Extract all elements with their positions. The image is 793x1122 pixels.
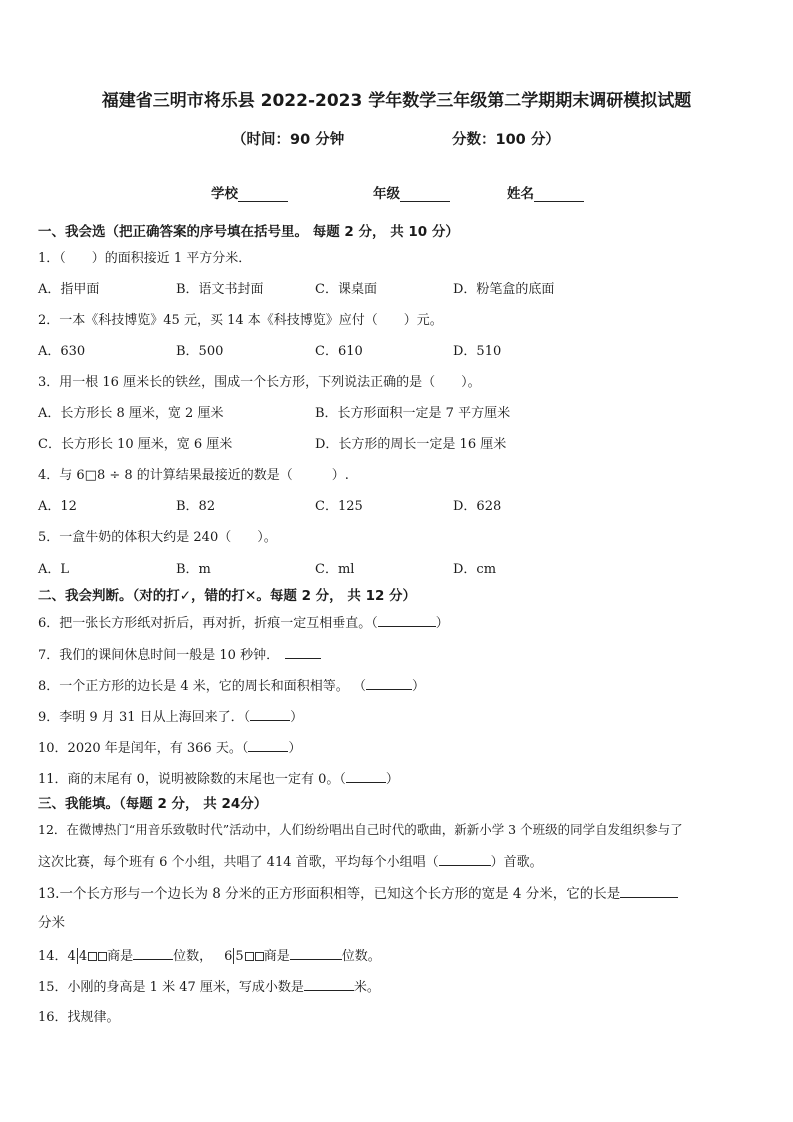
question-5: 5．一盒牛奶的体积大约是 240（ ）。	[38, 530, 277, 545]
exam-title: 福建省三明市将乐县 2022-2023 学年数学三年级第二学期期末调研模拟试题	[101, 91, 692, 111]
question-12-line-2	[38, 852, 543, 872]
q7-answer-blank[interactable]	[285, 645, 321, 659]
q8-text: 8．一个正方形的边长是 4 米，它的周长和面积相等。 （	[38, 679, 366, 694]
q15-end: 米。	[353, 980, 380, 995]
q11-close: ）	[385, 772, 399, 787]
q5-option-b[interactable]: B．m	[176, 562, 211, 577]
question-13-line-1	[38, 884, 678, 903]
q3-option-d[interactable]: D．长方形的周长一定是 16 厘米	[315, 437, 507, 452]
q2-option-c[interactable]: C．610	[315, 344, 363, 359]
q1-option-b[interactable]: B．语文书封面	[176, 282, 264, 297]
q2-option-b[interactable]: B．500	[176, 344, 224, 359]
question-2: 2．一本《科技博览》45 元，买 14 本《科技博览》应付（ ）元。	[38, 313, 443, 328]
q10-close: ）	[288, 741, 302, 756]
grade-blank[interactable]	[400, 187, 450, 202]
q9-answer-blank[interactable]	[250, 707, 290, 721]
q6-answer-blank[interactable]	[378, 613, 436, 627]
q8-close: ）	[411, 679, 425, 694]
question-1: 1．（ ）的面积接近 1 平方分米．	[38, 251, 252, 266]
exam-meta	[0, 128, 793, 148]
q5-option-c[interactable]: C．ml	[315, 562, 355, 577]
q12-text: 这次比赛，每个班有 6 个小组，共唱了 414 首歌，平均每个小组唱（	[38, 855, 439, 870]
section-2-heading: 二、我会判断。（对的打✓，错的打✕。每题 2 分， 共 12 分）	[38, 588, 417, 604]
question-13-line-2: 分米	[38, 915, 65, 931]
q11-text: 11．商的末尾有 0，说明被除数的末尾也一定有 0。（	[38, 772, 346, 787]
grade-field[interactable]	[373, 182, 450, 202]
question-15	[38, 977, 380, 997]
q3-option-c[interactable]: C．长方形长 10 厘米，宽 6 厘米	[38, 437, 233, 452]
digit-box-icon	[87, 948, 107, 966]
digit-box-icon	[244, 948, 264, 966]
question-12-line-1: 12．在微博热门“用音乐致敬时代”活动中，人们纷纷唱出自己时代的歌曲，新新小学 3 个班级的同学自发组织参与了	[38, 822, 683, 837]
q5-option-a[interactable]: A．L	[38, 562, 70, 577]
question-9	[38, 707, 303, 727]
q1-option-d[interactable]: D．粉笔盒的底面	[453, 282, 555, 297]
question-7	[38, 645, 321, 665]
q1-option-c[interactable]: C．课桌面	[315, 282, 377, 297]
question-11	[38, 769, 399, 789]
q6-close: ）	[435, 616, 449, 631]
section-1-heading: 一、我会选（把正确答案的序号填在括号里。 每题 2 分， 共 10 分）	[38, 224, 459, 240]
q2-option-d[interactable]: D．510	[453, 344, 502, 359]
q3-option-b[interactable]: B．长方形面积一定是 7 平方厘米	[315, 406, 511, 421]
question-8	[38, 676, 425, 696]
name-field[interactable]	[507, 182, 584, 202]
question-6	[38, 613, 449, 633]
q3-option-a[interactable]: A．长方形长 8 厘米，宽 2 厘米	[38, 406, 224, 421]
q13-text: 13.一个长方形与一个边长为 8 分米的正方形面积相等，已知这个长方形的宽是 4 分米，它的长是	[38, 886, 621, 902]
school-label: 学校	[211, 186, 238, 202]
question-10	[38, 738, 301, 758]
q2-option-a[interactable]: A．630	[38, 344, 86, 359]
q10-text: 10．2020 年是闰年，有 366 天。（	[38, 741, 249, 756]
student-info	[0, 182, 793, 202]
q11-answer-blank[interactable]	[346, 769, 386, 783]
exam-time: （时间：90 分钟	[232, 132, 345, 148]
question-16: 16．找规律。	[38, 1010, 120, 1025]
q9-close: ）	[290, 710, 304, 725]
question-4: 4．与 6□8 ÷ 8 的计算结果最接近的数是（ ）.	[38, 468, 349, 483]
q5-option-d[interactable]: D．cm	[453, 562, 497, 577]
q14-a-text: 商是	[107, 949, 134, 964]
q14-b-answer-blank[interactable]	[290, 946, 342, 960]
q4-option-a[interactable]: A．12	[38, 499, 77, 514]
q14-a-answer-blank[interactable]	[133, 946, 173, 960]
q12-close: ）首歌。	[490, 855, 543, 870]
q14-a-prefix: 14．4	[38, 949, 76, 964]
q12-answer-blank[interactable]	[439, 852, 491, 866]
grade-label: 年级	[373, 186, 400, 202]
q14-a-digit: 4	[78, 949, 88, 964]
q6-text: 6．把一张长方形纸对折后，再对折，折痕一定互相垂直。（	[38, 616, 378, 631]
name-label: 姓名	[507, 186, 534, 202]
section-3-heading: 三、我能填。（每题 2 分， 共 24分）	[38, 796, 268, 812]
q14-b-prefix: 6	[224, 949, 233, 964]
school-blank[interactable]	[238, 187, 288, 202]
question-3: 3．用一根 16 厘米长的铁丝，围成一个长方形，下列说法正确的是（ ）。	[38, 375, 481, 390]
exam-score: 分数：100 分）	[452, 132, 560, 148]
q4-option-d[interactable]: D．628	[453, 499, 502, 514]
q9-text: 9．李明 9 月 31 日从上海回来了．（	[38, 710, 251, 725]
q14-b-end: 位数。	[341, 949, 381, 964]
question-14	[38, 946, 381, 966]
q10-answer-blank[interactable]	[248, 738, 288, 752]
q8-answer-blank[interactable]	[366, 676, 412, 690]
q14-a-end: 位数，	[173, 949, 213, 964]
name-blank[interactable]	[534, 187, 584, 202]
q14-b-text: 商是	[263, 949, 290, 964]
q1-option-a[interactable]: A．指甲面	[38, 282, 100, 297]
q13-answer-blank[interactable]	[620, 884, 678, 898]
q4-option-b[interactable]: B．82	[176, 499, 216, 514]
q15-answer-blank[interactable]	[304, 977, 354, 991]
q4-option-c[interactable]: C．125	[315, 499, 363, 514]
school-field[interactable]	[211, 182, 288, 202]
q14-b-digit: 5	[235, 949, 244, 964]
q15-text: 15．小刚的身高是 1 米 47 厘米，写成小数是	[38, 980, 304, 995]
q7-text: 7．我们的课间休息时间一般是 10 秒钟．	[38, 648, 280, 663]
